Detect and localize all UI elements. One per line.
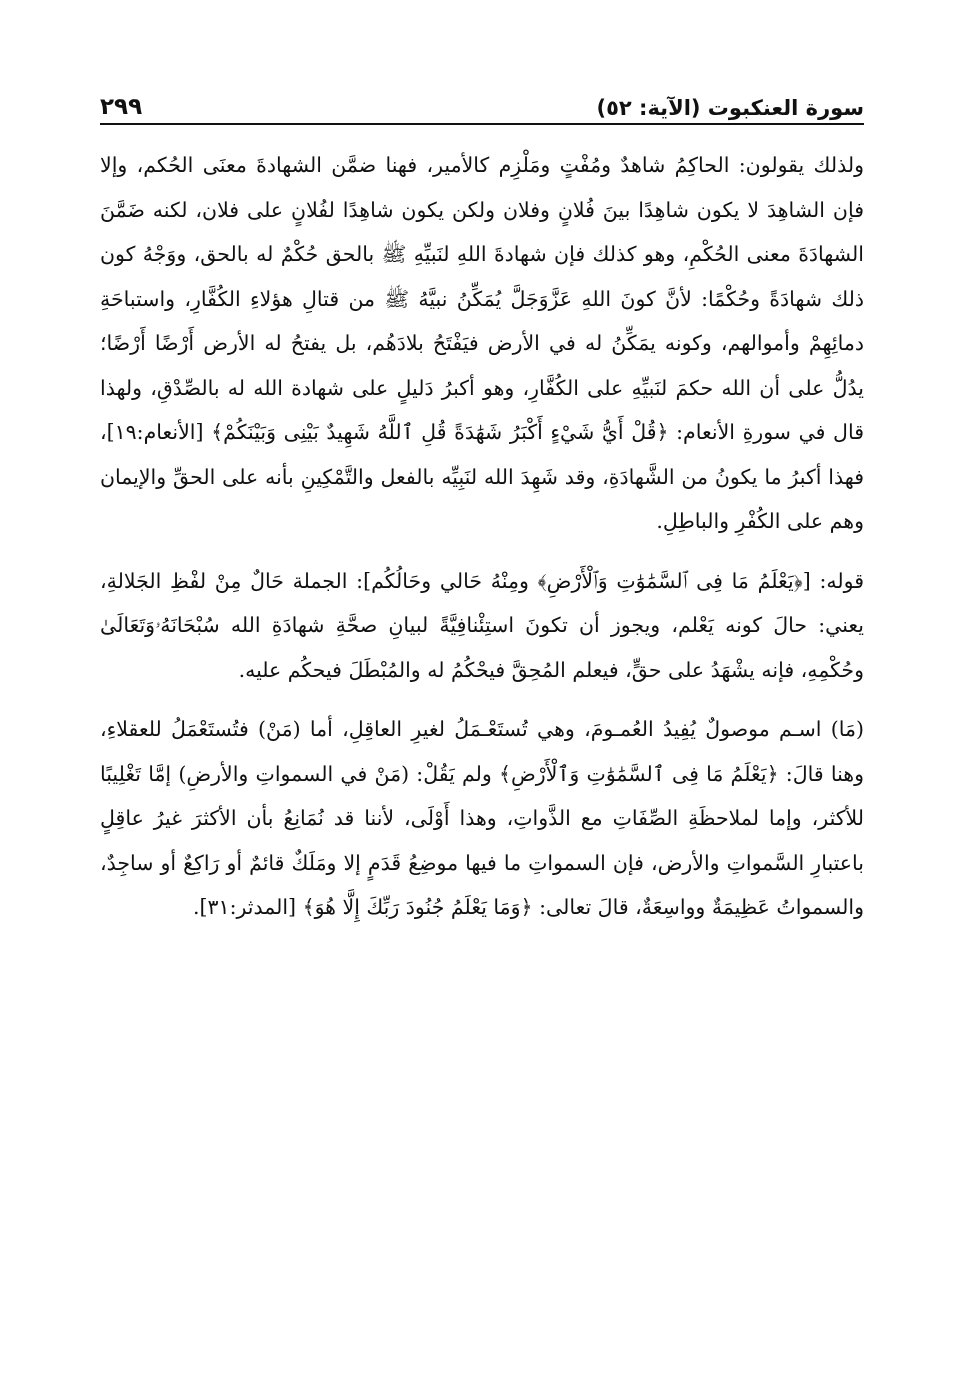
- running-header: [100, 84, 864, 120]
- header-divider: [100, 123, 864, 125]
- paragraph-3: (مَا) اسـم موصولٌ يُفِيدُ العُمـومَ، وهي تُستَعْـمَلُ لغيرِ العاقِلِ، أما (مَنْ) فتُستَعْمَلُ للعقلاءِ، وهنا قالَ: ﴿يَعْلَمُ مَا فِى ٱلسَّمَٰوَٰتِ وَٱلْأَرْضِ﴾ ولم يَقُلْ: (مَنْ في السمواتِ والأرضِ) إمَّا تَغْلِيبًا للأكثر، وإما لملاحظَةِ الصِّفَاتِ مع الذَّواتِ، وهذا أَوْلَى، لأننا قد نُمَانِعُ بأن الأكثرَ غيرُ عاقِلٍ باعتبارِ السَّمواتِ والأرض، فإن السمواتِ ما فيها موضِعُ قَدَمٍ إلا ومَلَكٌ قائمٌ أو رَاكِعٌ أو ساجِدٌ، والسمواتُ عَظِيمَةٌ وواسِعَةٌ، قالَ تعالى: ﴿وَمَا يَعْلَمُ جُنُودَ رَبِّكَ إِلَّا هُوَ﴾ [المدثر:٣١].: [100, 717, 864, 919]
- paragraph-1: ولذلك يقولون: الحاكِمُ شاهدٌ ومُفْتٍ ومَلْزِم كالأمير، فهنا ضمَّن الشهادةَ معنَى الحُكم، وإلا فإن الشاهِدَ لا يكون شاهِدًا بينَ فُلانٍ وفلان ولكن يكون شاهِدًا لفُلانٍ على فلان، لكنه ضَمَّنَ الشهادَةَ معنى الحُكْمِ، وهو كذلك فإن شهادةَ اللهِ لنَبيِّهِ ﷺ بالحق حُكْمٌ له بالحق، ووَجْهُ كون ذلك شهادَةً وحُكْمًا: لأنَّ كونَ اللهِ عَزَّوَجَلَّ يُمَكِّنُ نبيَّهُ ﷺ من قتالِ هؤلاءِ الكُفَّارِ، واستباحَةِ دمائِهِمْ وأموالهم، وكونه يمَكِّنُ له في الأرض فيَفْتَحُ بلادَهُم، بل يفتحُ له الأرض أَرْضًا أَرْضًا؛ يدُلُّ على أن الله حكمَ لنَبيِّهِ على الكُفَّارِ، وهو أكبرُ دَليلٍ على شهادة الله له بالصِّدْقِ، ولهذا قال في سورةِ الأنعام: ﴿قُلْ أَيُّ شَيْءٍ أَكْبَرُ شَهَٰدَةً قُلِ ٱللَّهُ شَهِيدٌ بَيْنِى وَبَيْنَكُمْ﴾ [الأنعام:١٩]، فهذا أكبرُ ما يكونُ من الشَّهادَةِ، وقد شَهِدَ الله لنَبِيِّه بالفعل والتَّمْكِينِ بأنه على الحقِّ والإيمان وهم على الكُفْرِ والباطِلِ.: [100, 153, 864, 533]
- page-number: ٢٩٩: [100, 94, 143, 120]
- paragraph-2: قوله: [﴿يَعْلَمُ مَا فِى ٱلسَّمَٰوَٰتِ وَٱلْأَرْضِ﴾ ومِنْهُ حَالي وحَالُكُم]: الجملة حَالٌ مِنْ لفْظِ الجَلالةِ، يعني: حالَ كونه يَعْلم، ويجوز أن تكونَ استِئْنافِيَّةً لبيانِ صحَّةِ شهادَةِ الله سُبْحَانَهُۥوَتَعَالَىٰ وحُكْمِهِ، فإنه يشْهَدُ على حقٍّ، فيعلم المُحِقَّ فيحْكُمُ له والمُبْطَلَ فيحكُم عليه.: [100, 568, 864, 682]
- header-title: سورة العنكبوت (الآية: ٥٢): [596, 96, 864, 120]
- body-text: [100, 143, 864, 930]
